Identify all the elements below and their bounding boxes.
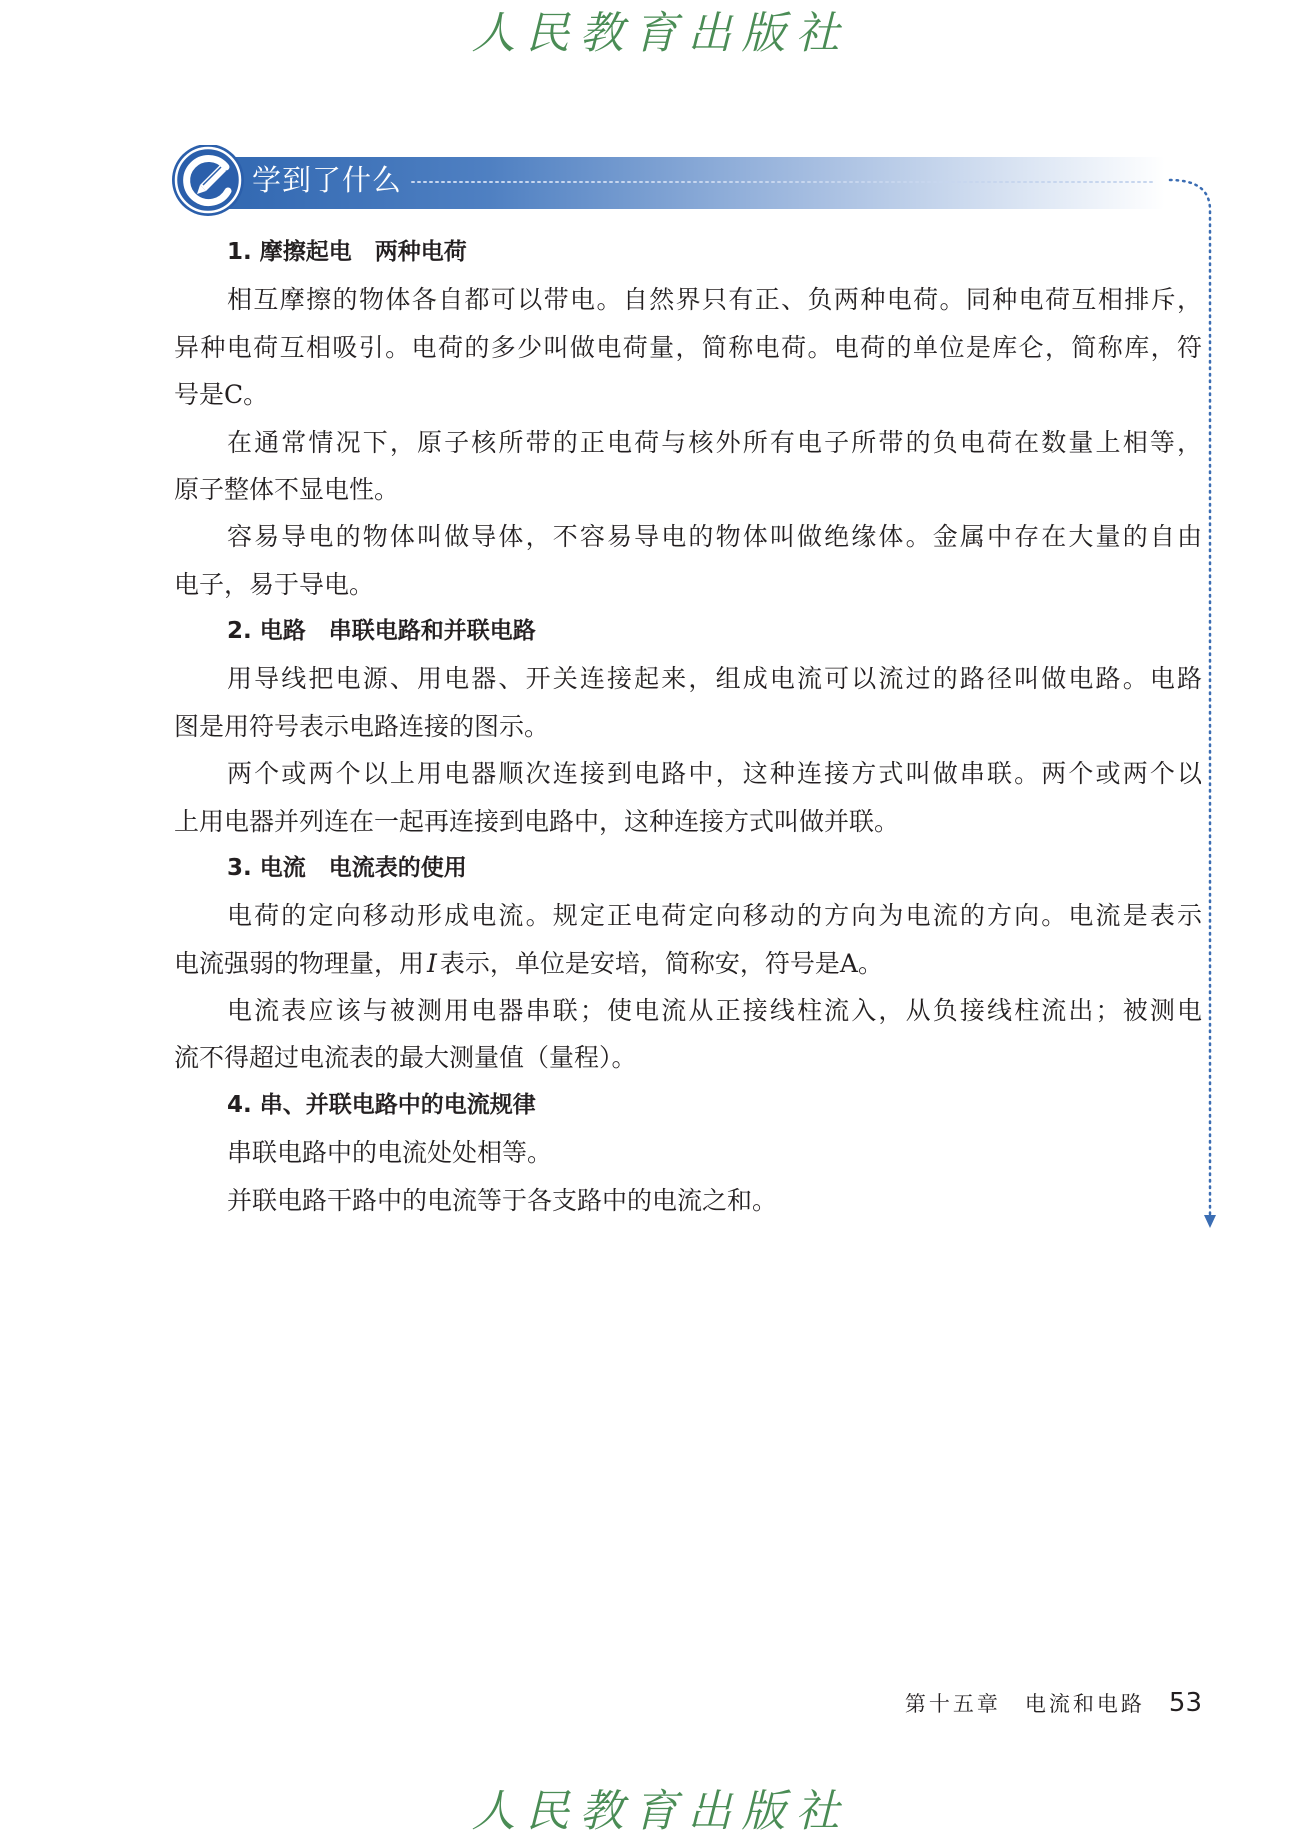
pencil-check-icon [172, 145, 244, 216]
text-segment: 电流强弱的物理量，用 [174, 948, 425, 978]
paragraph [174, 1129, 1202, 1176]
text-segment: 表示，单位是安培，简称安，符号是A。 [439, 948, 883, 978]
topic-heading: 2. 电路 串联电路和并联电路 [227, 618, 536, 644]
page-number: 53 [1168, 1688, 1202, 1718]
text-line: 电流表应该与被测用电器串联；使电流从正接线柱流入，从负接线柱流出；被测电 [227, 996, 1202, 1025]
text-line: 图是用符号表示电路连接的图示。 [174, 711, 550, 741]
publisher-watermark-bottom: 人民教育出版社 [471, 1786, 850, 1837]
topic-3 [174, 845, 1202, 1082]
paragraph [174, 750, 1202, 845]
section-title: 学到了什么 [252, 163, 403, 197]
topic-2 [174, 608, 1202, 845]
text-line: 上用电器并列连在一起再连接到电路中，这种连接方式叫做并联。 [174, 806, 900, 836]
text-line [174, 940, 1202, 987]
paragraph [174, 655, 1202, 750]
text-line: 用导线把电源、用电器、开关连接起来，组成电流可以流过的路径叫做电路。电路 [227, 664, 1202, 694]
topic-heading: 3. 电流 电流表的使用 [227, 854, 467, 881]
arrow-down-icon [1204, 1215, 1216, 1228]
text-line: 异种电荷互相吸引。电荷的多少叫做电荷量，简称电荷。电荷的单位是库仑，简称库，符 [174, 332, 1202, 362]
text-line: 容易导电的物体叫做导体，不容易导电的物体叫做绝缘体。金属中存在大量的自由 [227, 522, 1202, 552]
paragraph [174, 987, 1202, 1082]
text-line: 串联电路中的电流处处相等。 [227, 1138, 553, 1168]
topic-1 [174, 229, 1202, 608]
summary-body [174, 229, 1202, 1224]
paragraph [174, 513, 1202, 608]
paragraph [174, 276, 1202, 418]
text-line: 两个或两个以上用电器顺次连接到电路中，这种连接方式叫做串联。两个或两个以 [227, 759, 1202, 789]
text-line: 电荷的定向移动形成电流。规定正电荷定向移动的方向为电流的方向。电流是表示 [227, 901, 1202, 931]
topic-heading: 4. 串、并联电路中的电流规律 [227, 1091, 536, 1118]
text-line: 相互摩擦的物体各自都可以带电。自然界只有正、负两种电荷。同种电荷互相排斥， [227, 285, 1202, 315]
text-line: 电子，易于导电。 [174, 569, 375, 599]
paragraph [174, 419, 1202, 514]
text-line: 在通常情况下，原子核所带的正电荷与核外所有电子所带的负电荷在数量上相等， [227, 427, 1202, 457]
topic-4 [174, 1082, 1202, 1224]
text-line: 原子整体不显电性。 [174, 474, 400, 504]
text-line: 号是C。 [174, 380, 269, 410]
text-line: 流不得超过电流表的最大测量值（量程）。 [174, 1043, 637, 1073]
page-footer [905, 1688, 1202, 1718]
paragraph [174, 1177, 1202, 1224]
chapter-title: 第十五章 电流和电路 [904, 1692, 1145, 1716]
paragraph [174, 892, 1202, 987]
publisher-watermark-top: 人民教育出版社 [471, 8, 850, 59]
current-symbol: I [427, 948, 437, 978]
text-line: 并联电路干路中的电流等于各支路中的电流之和。 [227, 1185, 778, 1215]
topic-heading: 1. 摩擦起电 两种电荷 [227, 239, 467, 265]
